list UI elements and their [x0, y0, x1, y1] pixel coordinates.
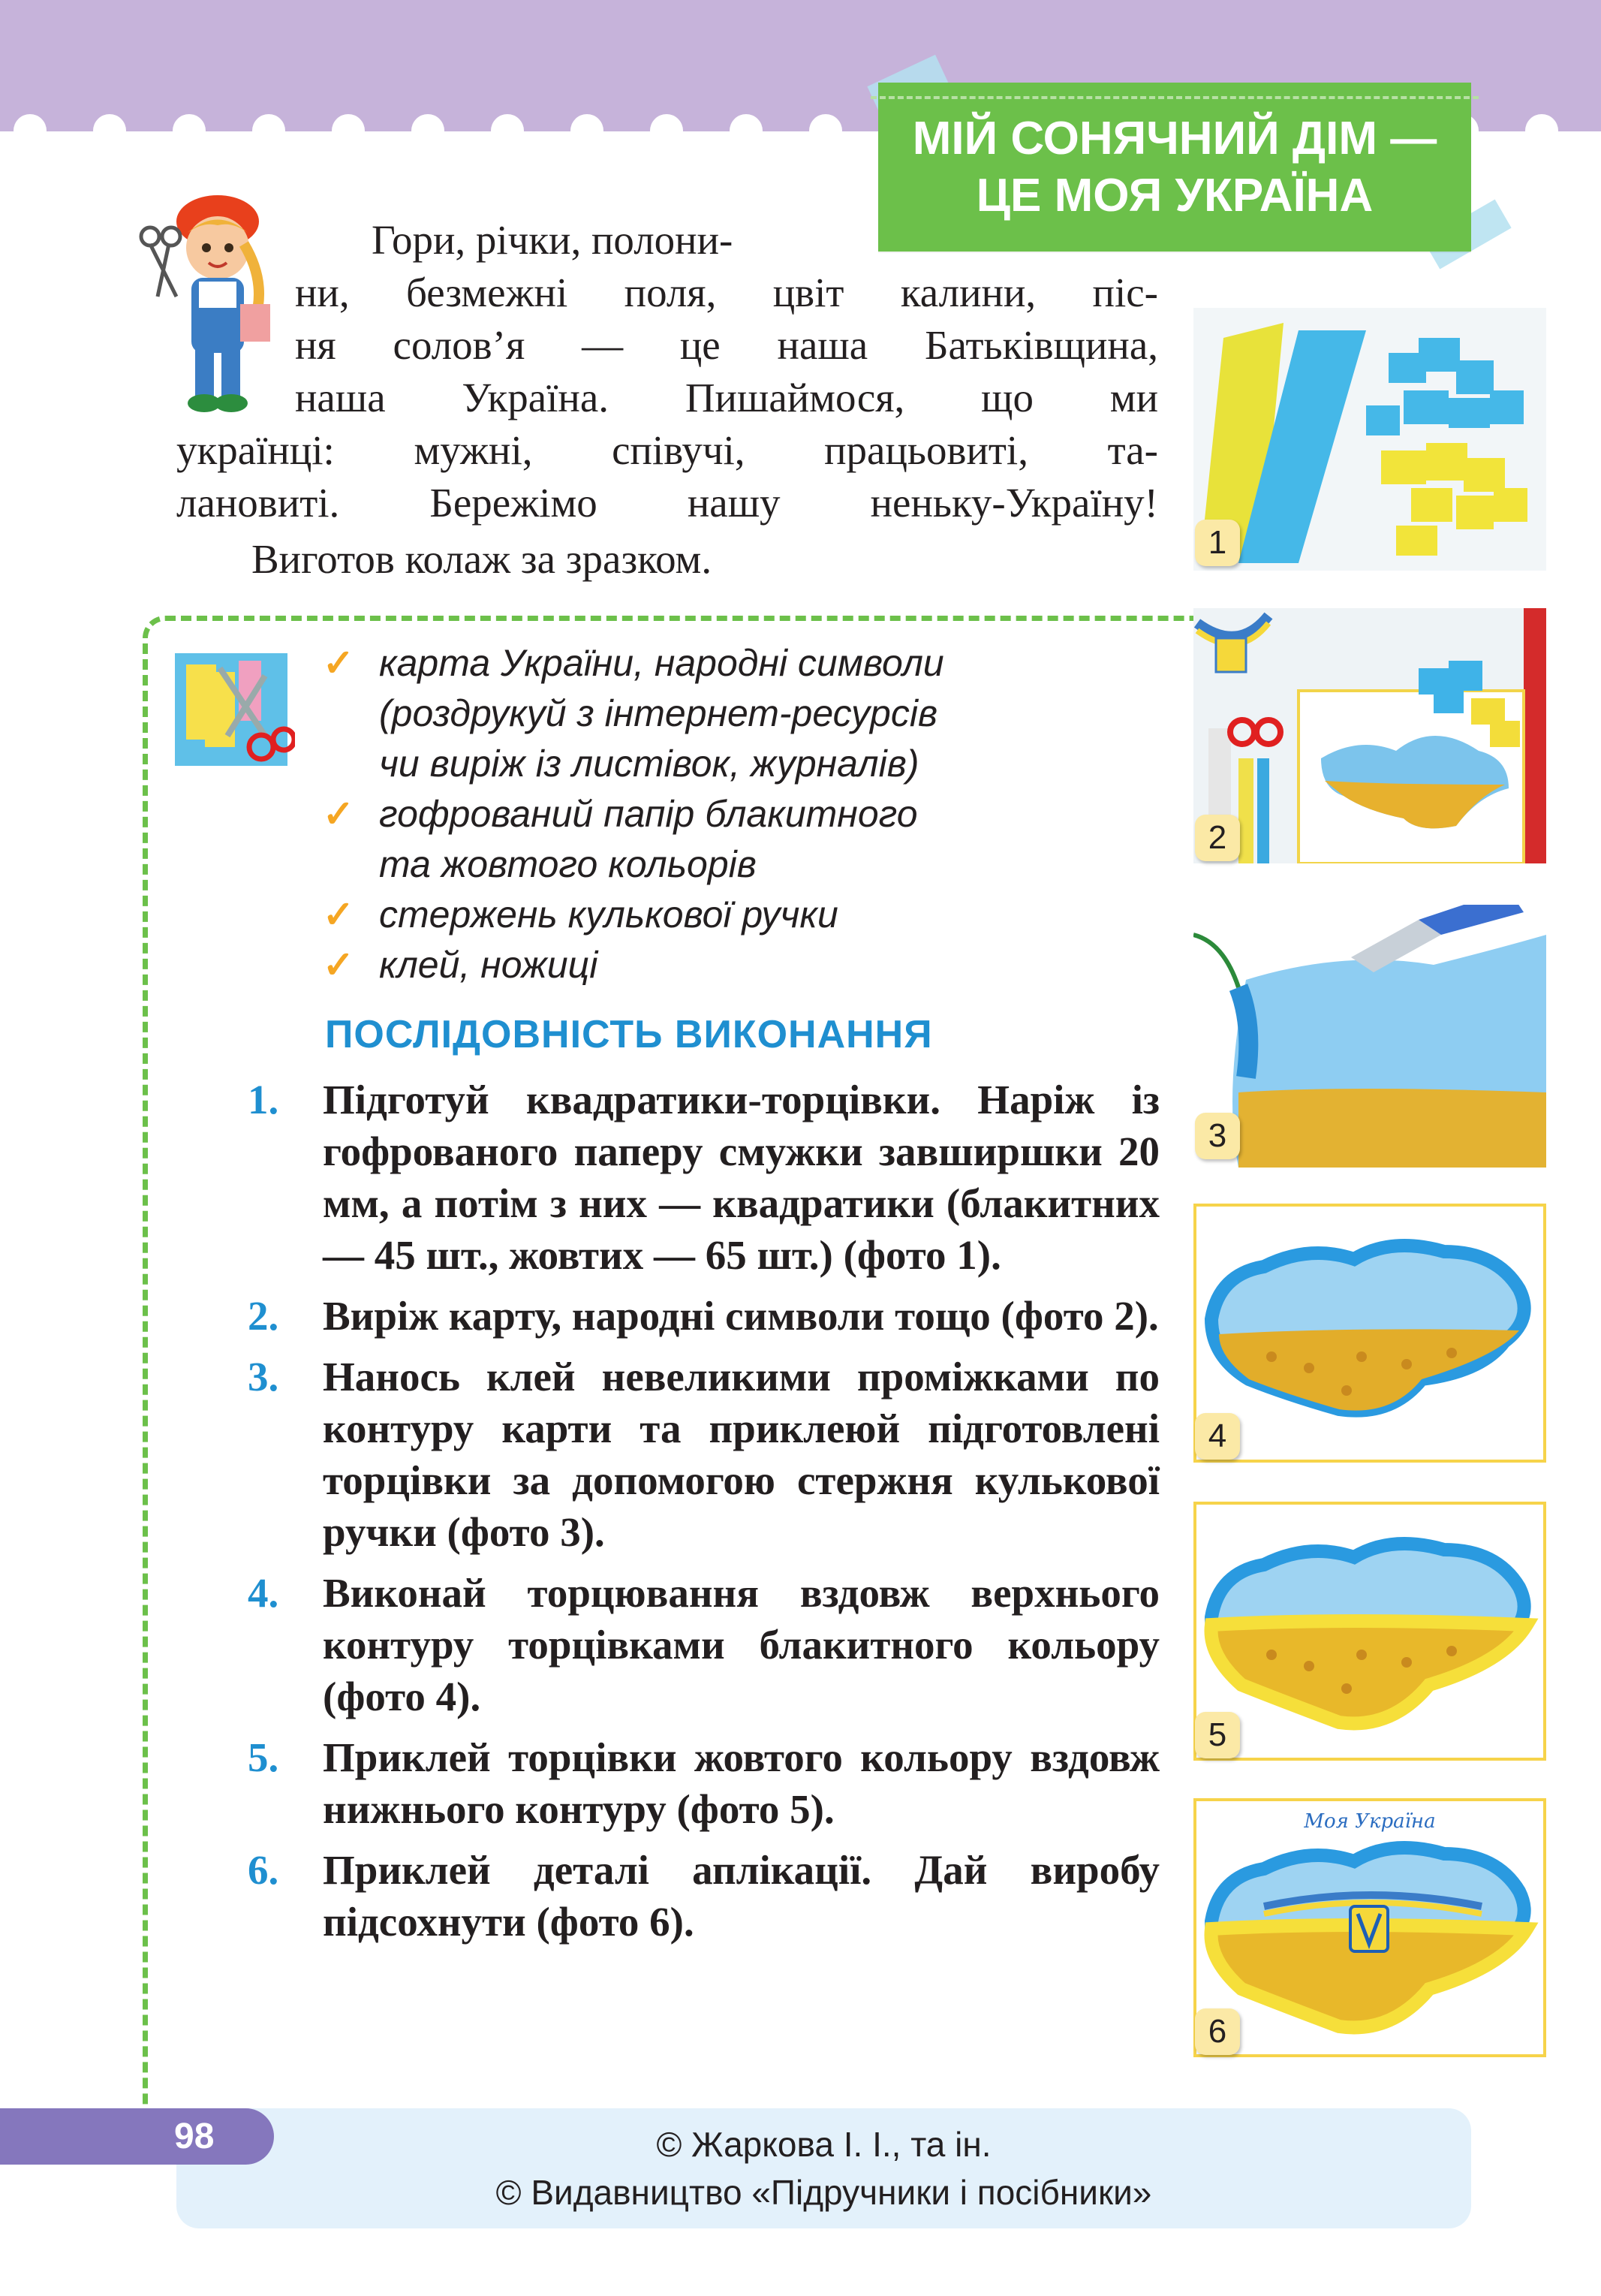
intro-line: Виготов колаж за зразком. [251, 536, 712, 582]
photo-3 [1193, 905, 1546, 1168]
material-item [323, 638, 944, 789]
intro-line: ни, безмежні поля, цвіт калини, піс- [295, 270, 1158, 315]
material-line: клей, ножиці [379, 944, 598, 986]
step-number: 5. [248, 1734, 279, 1780]
copyright-footer [176, 2108, 1471, 2228]
step-number: 6. [248, 1847, 279, 1893]
sequence-heading: ПОСЛІДОВНІСТЬ ВИКОНАННЯ [325, 1013, 933, 1056]
header-dot [14, 114, 47, 147]
checkmark-icon: ✓ [323, 793, 354, 835]
material-item [323, 940, 944, 990]
material-line: та жовтого кольорів [379, 843, 757, 885]
intro-line: українці: мужні, співучі, працьовиті, та- [176, 427, 1158, 473]
step-text: Приклей деталі аплікації. Дай виробу підсохнути (фото 6). [323, 1847, 1160, 1945]
step-number: 1. [248, 1077, 279, 1122]
step-number: 2. [248, 1293, 279, 1339]
copyright-line: © Видавництво «Підручники і посібники» [495, 2173, 1152, 2212]
checkmark-icon: ✓ [323, 893, 354, 936]
step-number: 3. [248, 1354, 279, 1400]
photo-4 [1193, 1204, 1546, 1463]
title-line-2: ЦЕ МОЯ УКРАЇНА [976, 169, 1374, 221]
intro-line: ня солов’я — це наша Батьківщина, [295, 322, 1158, 368]
material-line: карта України, народні символи [379, 642, 944, 684]
step-item [248, 1074, 1160, 1281]
step-number: 4. [248, 1570, 279, 1616]
header-dot [252, 114, 285, 147]
intro-line: лановиті. Бережімо нашу неньку-Україну! [176, 480, 1158, 526]
step-text: Виконай торцювання вздовж верхнього контуру торцівками блакитного кольору (фото 4). [323, 1570, 1160, 1719]
photo-2 [1193, 608, 1546, 863]
photo-1 [1193, 308, 1546, 571]
page-title [878, 83, 1471, 252]
girl-with-scissors-illustration [135, 191, 285, 417]
header-dot [93, 114, 126, 147]
photo-6 [1193, 1798, 1546, 2057]
header-dot [173, 114, 206, 147]
step-text: Нанось клей невеликими проміжками по контуру карти та приклеюй підготовлені торцівки за допомогою стержня кулькової ручки (фото 3). [323, 1354, 1160, 1555]
header-dot [650, 114, 683, 147]
material-line: чи виріж із листівок, журналів) [379, 743, 919, 785]
photo-number-badge: 2 [1195, 815, 1240, 861]
page-number: 98 [0, 2108, 274, 2165]
photo-number-badge: 4 [1195, 1413, 1240, 1460]
step-item [248, 1567, 1160, 1722]
header-dot [1525, 114, 1558, 147]
step-item [248, 1731, 1160, 1835]
material-item [323, 789, 944, 890]
step-item [248, 1844, 1160, 1948]
header-dot [332, 114, 365, 147]
material-item [323, 890, 944, 940]
material-line: стержень кулькової ручки [379, 893, 838, 936]
step-item [248, 1290, 1160, 1342]
photo-number-badge: 5 [1195, 1712, 1240, 1758]
material-line: гофрований папір блакитного [379, 793, 918, 835]
photo-5 [1193, 1502, 1546, 1761]
photo-6-caption: Моя Україна [1304, 1810, 1436, 1833]
copyright-line: © Жаркова І. І., та ін. [656, 2125, 992, 2164]
photo-number-badge: 1 [1195, 520, 1240, 566]
intro-line: Гори, річки, полони- [372, 217, 733, 263]
checkmark-icon: ✓ [323, 642, 354, 684]
step-text: Виріж карту, народні символи тощо (фото 2). [323, 1293, 1159, 1339]
header-dot [491, 114, 524, 147]
step-text: Приклей торцівки жовтого кольору вздовж нижнього контуру (фото 5). [323, 1734, 1160, 1832]
header-dot [570, 114, 603, 147]
checkmark-icon: ✓ [323, 944, 354, 986]
step-item [248, 1351, 1160, 1558]
header-dot [809, 114, 842, 147]
material-line: (роздрукуй з інтернет-ресурсів [379, 692, 938, 734]
materials-list [323, 638, 944, 990]
title-line-1: МІЙ СОНЯЧНИЙ ДІМ — [912, 112, 1437, 164]
photo-number-badge: 6 [1195, 2008, 1240, 2055]
scissors-paper-icon [175, 653, 295, 766]
header-dot [730, 114, 763, 147]
step-text: Підготуй квадратики-торцівки. Наріж із гофрованого паперу смужки завширшки 20 мм, а потім з них — квадратики (блакитних — 45 шт., жовтих — 65 шт.) (фото 1). [323, 1077, 1160, 1278]
photo-number-badge: 3 [1195, 1113, 1240, 1159]
intro-line: наша Україна. Пишаймося, що ми [295, 375, 1158, 420]
steps-list [248, 1074, 1160, 1957]
header-dot [411, 114, 444, 147]
